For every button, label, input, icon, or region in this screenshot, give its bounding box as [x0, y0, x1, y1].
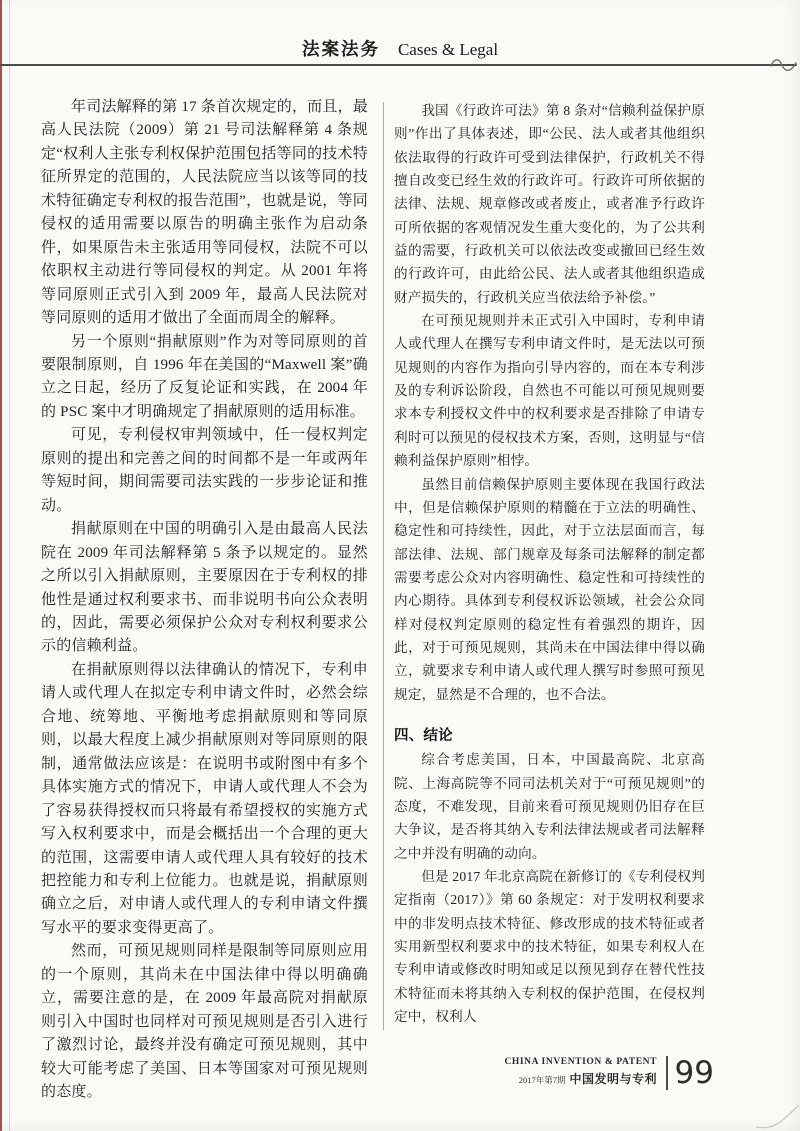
- journal-name-cn: 中国发明与专利: [569, 1071, 658, 1086]
- header-rule: [0, 64, 797, 66]
- paragraph: 可见，专利侵权审判领域中，任一侵权判定原则的提出和完善之间的时间都不是一年或两年等短时间，期间需要司法实践的一步步论证和推动。: [41, 427, 368, 514]
- page-left-red-edge: [0, 0, 2, 1131]
- footer-divider: [666, 1056, 668, 1090]
- journal-imprint: [504, 1057, 657, 1089]
- paragraph: 捐献原则在中国的明确引入是由最高人民法院在 2009 年司法解释第 5 条予以规定的。显然之所以引入捐献原则，主要原因在于专利权的排他性是通过权利要求书、而非说明书向公众表明的，因此，需要必须保护公众对专利权利要求公示的信赖利益。: [41, 521, 368, 655]
- section-title-cn: 法案法务: [301, 39, 380, 59]
- paragraph: 综合考虑美国，日本，中国最高院、北京高院、上海高院等不同司法机关对于“可预见规则”的态度，不难发现，目前来看可预见规则仍旧存在巨大争议，是否将其纳入专利法律法规或者司法解释之中并没有明确的动向。: [394, 752, 705, 861]
- journal-name-cn-line: [504, 1069, 657, 1089]
- paragraph: 在可预见规则并未正式引入中国时，专利申请人或代理人在撰写专利申请文件时，是无法以可预见规则的内容作为指向引导内容的，而在本专利涉及的专利诉讼阶段，自然也不可能以可预见规则要求本专利授权文件中的权利要求是否排除了申请专利时可以预见的侵权技术方案，否则，这明显与“信赖利益保护原则”相悖。: [394, 313, 705, 469]
- column-divider-rule: [383, 102, 384, 1030]
- journal-name-en: CHINA INVENTION & PATENT: [504, 1057, 658, 1068]
- page-footer: [504, 1056, 714, 1090]
- conclusion-heading: 四、结论: [394, 727, 453, 744]
- paragraph: 在捐献原则得以法律确认的情况下，专利申请人或代理人在拟定专利申请文件时，必然会综合地、统筹地、平衡地考虑捐献原则和等同原则，以最大程度上减少捐献原则对等同原则的限制，通常做法应该是：在说明书或附图中有多个具体实施方式的情况下，申请人或代理人不会为了容易获得授权而只将最有希望授权的实施方式写入权利要求中，而是会概括出一个合理的更大的范围，这需要申请人或代理人具有较好的技术把控能力和专利上位能力。也就是说，捐献原则确立之后，对申请人或代理人的专利申请文件撰写水平的要求变得更高了。: [41, 661, 368, 936]
- scan-squiggle-mark: [770, 55, 798, 75]
- right-column: [394, 99, 705, 1028]
- page-header: [0, 36, 800, 61]
- paragraph: 然而，可预见规则同样是限制等同原则应用的一个原则，其尚未在中国法律中得以明确确立，需要注意的是，在 2009 年最高院对捐献原则引入中国时也同样对可预见规则是否引入进行了激烈讨论，最终并没有确定可预见规则，其中较大可能考虑了美国、日本等国家对可预见规则的态度。: [41, 943, 368, 1101]
- page-curl-mark: [754, 1099, 800, 1131]
- left-column: [41, 96, 368, 1104]
- scan-edge-line: [9, 0, 10, 1131]
- paragraph: 但是 2017 年北京高院在新修订的《专利侵权判定指南（2017）》第 60 条规定：对于发明权利要求中的非发明点技术特征、修改形成的技术特征或者实用新型权利要求中的技术特征，如果专利权人在专利申请或修改时明知或足以预见到存在替代性技术特征而未将其纳入专利权的保护范围，在侵权判定中，权利人: [394, 869, 705, 1025]
- paragraph: 另一个原则“捐献原则”作为对等同原则的首要限制原则，自 1996 年在美国的“Maxwell 案”确立之日起，经历了反复论证和实践，在 2004 年的 PSC 案中才明确规定了捐献原则的适用标准。: [41, 333, 368, 420]
- issue-label: 2017年第7期: [518, 1074, 566, 1085]
- section-title-en: Cases & Legal: [397, 40, 499, 59]
- page-number: 99: [674, 1054, 714, 1091]
- paragraph: 虽然目前信赖保护原则主要体现在我国行政法中，但是信赖保护原则的精髓在于立法的明确性、稳定性和可持续性，因此，对于立法层面而言，每部法律、法规、部门规章及每条司法解释的制定都需要考虑公众对内容明确性、稳定性和可持续性的内心期待。具体到专利侵权诉讼领域，社会公众同样对侵权判定原则的稳定性有着强烈的期许，因此，对于可预见规则，其尚未在中国法律中得以确立，就要求专利申请人或代理人撰写时参照可预见规定，显然是不合理的，也不合法。: [394, 476, 705, 702]
- paragraph: 年司法解释的第 17 条首次规定的，而且，最高人民法院（2009）第 21 号司法解释第 4 条规定“权利人主张专利权保护范围包括等同的技术特征所界定的范围的，人民法院应当以该等同的技术特征确定专利权的报告范围”，也就是说，等同侵权的适用需要以原告的明确主张作为启动条件，如果原告未主张适用等同侵权，法院不可以依职权主动进行等同侵权的判定。从 2001 年将等同原则正式引入到 2009 年，最高人民法院对等同原则的适用才做出了全面而周全的解释。: [41, 99, 368, 327]
- paragraph: 我国《行政许可法》第 8 条对“信赖利益保护原则”作出了具体表述，即“公民、法人或者其他组织依法取得的行政许可受到法律保护，行政机关不得擅自改变已经生效的行政许可。行政许可所依据的法律、法规、规章修改或者废止，或者准予行政许可所依据的客观情况发生重大变化的，为了公共利益的需要，行政机关可以依法改变或撤回已经生效的行政许可，由此给公民、法人或者其他组织造成财产损失的，行政机关应当依法给予补偿。”: [394, 103, 705, 305]
